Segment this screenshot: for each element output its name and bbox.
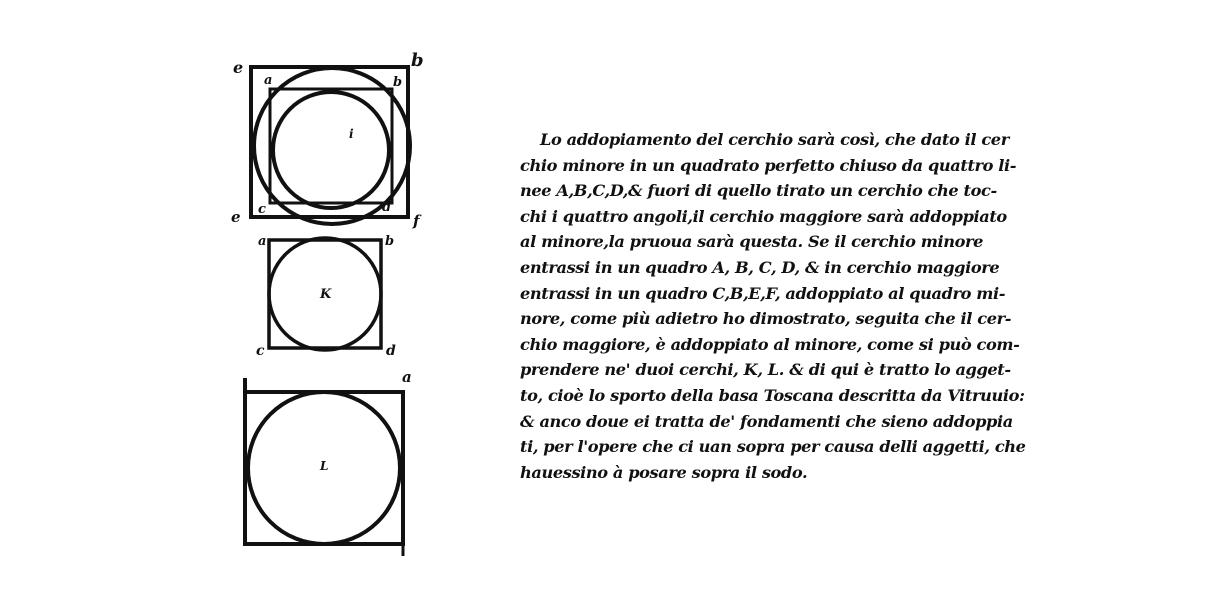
text-line: chi i quattro angoli,il cerchio maggiore sarà addoppiato [520, 206, 1007, 226]
text-line: chio maggiore, è addoppiato al minore, come si può com- [520, 334, 1020, 354]
label-inner-d: d [382, 200, 392, 215]
small-circle [273, 92, 389, 208]
text-line: nore, come più adietro ho dimostrato, seguita che il cer- [520, 309, 1012, 329]
body-text [520, 127, 1026, 485]
text-line: ti, per l'opere che ci uan sopra per causa delli aggetti, che [520, 437, 1026, 457]
label-middle-a: a [258, 234, 267, 249]
text-line: entrassi in un quadro C,B,E,F, addoppiato al quadro mi- [520, 283, 1006, 303]
text-line: al minore,la pruoua sarà questa. Se il cerchio minore [520, 232, 984, 252]
text-line: prendere ne' duoi cerchi, K, L. & di qui è tratto lo agget- [520, 360, 1011, 380]
text-line: chio minore in un quadrato perfetto chiuso da quattro li- [520, 155, 1017, 175]
text-line: nee A,B,C,D,& fuori di quello tirato un cerchio che toc- [520, 181, 997, 201]
label-bottom-a: a [402, 368, 412, 386]
label-inner-b: b [393, 75, 403, 90]
label-inner-c: c [258, 202, 266, 217]
label-middle-c: c [256, 343, 265, 359]
circle-label-k: K [320, 287, 332, 302]
label-top-e: e [233, 58, 244, 77]
label-middle-b: b [385, 234, 395, 249]
text-line: entrassi in un quadro A, B, C, D, & in cerchio maggiore [520, 257, 1000, 277]
geometric-figure [0, 0, 460, 611]
label-top-e2: e [231, 208, 241, 226]
label-middle-d: d [386, 343, 396, 359]
text-line: Lo addopiamento del cerchio sarà così, che dato il cer [540, 130, 1009, 149]
text-line: to, cioè lo sporto della basa Toscana descritta da Vitruuio: [520, 385, 1025, 405]
circle-label-i: i [349, 127, 354, 141]
label-top-b: b [411, 50, 424, 71]
circle-label-l: L [320, 459, 329, 473]
label-inner-a: a [264, 73, 273, 88]
text-line: hauessino à posare sopra il sodo. [520, 462, 808, 482]
inner-square [270, 89, 392, 203]
text-line: & anco doue ei tratta de' fondamenti che sieno addoppia [520, 411, 1013, 431]
label-top-f: f [413, 212, 420, 230]
